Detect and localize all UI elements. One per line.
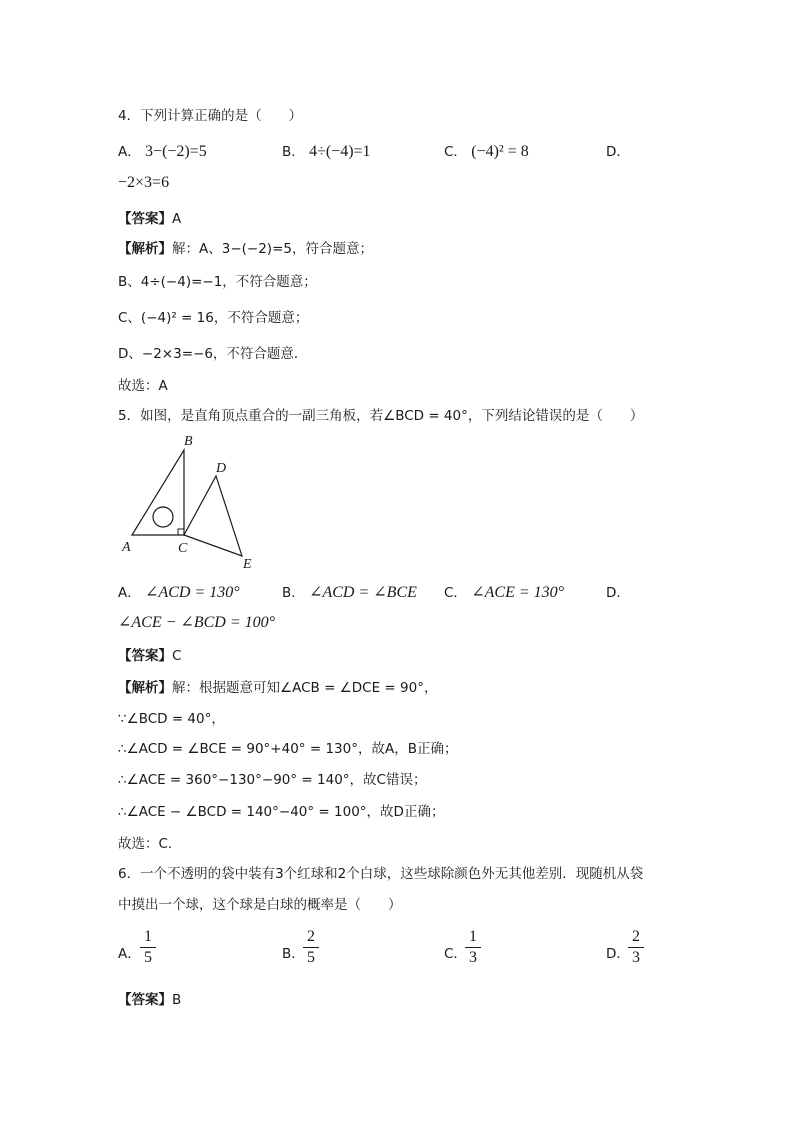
- q6-stem-line-2: 中摸出一个球，这个球是白球的概率是（ ）: [118, 897, 402, 913]
- q5-analysis-5: ∴∠ACE − ∠BCD = 140°−40° = 100°，故D正确；: [118, 804, 445, 820]
- point-c-label: C: [178, 541, 188, 556]
- fraction-bar: [140, 947, 156, 948]
- q5-analysis-3: ∴∠ACD = ∠BCE = 90°+40° = 130°，故A，B正确；: [118, 741, 458, 757]
- option-expression: 4÷(−4)=1: [309, 143, 371, 160]
- analysis-text: 解：A、3−(−2)=5，符合题意；: [172, 241, 373, 257]
- option-label: C．: [444, 144, 467, 160]
- q4-option-d-expression: −2×3=6: [118, 174, 170, 191]
- q6-option-b-fraction: [303, 928, 319, 967]
- numerator: 1: [469, 928, 477, 945]
- option-expression: ∠ACD = ∠BCE: [309, 584, 417, 601]
- analysis-tag: 【解析】: [118, 680, 172, 696]
- denominator: 3: [632, 949, 640, 966]
- q4-option-a: [118, 140, 207, 161]
- q6-option-d-label: D．: [606, 946, 630, 962]
- q4-conclusion: 故选：A: [118, 378, 168, 394]
- triangle-dce: [184, 476, 242, 556]
- fraction-bar: [465, 947, 481, 948]
- triangle-abc: [132, 450, 184, 535]
- triangle-hole-circle: [153, 507, 173, 527]
- analysis-text: 解：根据题意可知∠ACB = ∠DCE = 90°，: [172, 680, 438, 696]
- option-label: C．: [444, 585, 467, 601]
- numerator: 1: [144, 928, 152, 945]
- answer-value: C: [172, 648, 182, 664]
- q6-option-a-fraction: [140, 928, 156, 967]
- option-label: A．: [118, 585, 141, 601]
- q6-option-c-fraction: [465, 928, 481, 967]
- option-label: B．: [282, 585, 305, 601]
- option-expression: 3−(−2)=5: [145, 143, 207, 160]
- q4-analysis-4: D、−2×3=−6，不符合题意．: [118, 346, 308, 362]
- q4-analysis-3: C、(−4)² = 16，不符合题意；: [118, 310, 309, 326]
- numerator: 2: [307, 928, 315, 945]
- q4-analysis-2: B、4÷(−4)=−1，不符合题意；: [118, 274, 317, 290]
- q6-option-c-label: C．: [444, 946, 467, 962]
- q5-answer: [118, 644, 181, 664]
- q4-option-c: [444, 140, 529, 161]
- q5-option-d-expression: ∠ACE − ∠BCD = 100°: [118, 614, 276, 631]
- fraction-bar: [303, 947, 319, 948]
- q5-stem: 5．如图，是直角顶点重合的一副三角板，若∠BCD = 40°，下列结论错误的是（ ）: [118, 408, 644, 424]
- q6-option-d-fraction: [628, 928, 644, 967]
- answer-tag: 【答案】: [118, 992, 172, 1008]
- point-d-label: D: [216, 461, 227, 476]
- q5-option-d-label: D．: [606, 585, 630, 601]
- option-label: B．: [282, 144, 305, 160]
- q6-stem-line-1: 6．一个不透明的袋中装有3个红球和2个白球，这些球除颜色外无其他差别．现随机从袋: [118, 866, 644, 882]
- q5-analysis-2: ∵∠BCD = 40°，: [118, 711, 225, 727]
- denominator: 5: [307, 949, 315, 966]
- point-a-label: A: [122, 540, 131, 555]
- answer-tag: 【答案】: [118, 211, 172, 227]
- fraction-bar: [628, 947, 644, 948]
- q5-option-b: [282, 581, 417, 602]
- point-e-label: E: [243, 557, 252, 572]
- option-expression: (−4)² = 8: [471, 143, 529, 160]
- option-expression: ∠ACD = 130°: [145, 584, 240, 601]
- q5-analysis-1: [118, 676, 437, 696]
- answer-value: B: [172, 992, 182, 1008]
- denominator: 5: [144, 949, 152, 966]
- q5-analysis-4: ∴∠ACE = 360°−130°−90° = 140°，故C错误；: [118, 772, 427, 788]
- option-label: A．: [118, 144, 141, 160]
- analysis-tag: 【解析】: [118, 241, 172, 257]
- q5-conclusion: 故选：C．: [118, 836, 182, 852]
- q5-option-c: [444, 581, 564, 602]
- q6-answer: [118, 988, 181, 1008]
- q4-option-b: [282, 140, 371, 161]
- q5-option-a: [118, 581, 240, 602]
- option-expression: ∠ACE = 130°: [471, 584, 565, 601]
- right-angle-mark: [178, 529, 184, 535]
- q4-stem: 4．下列计算正确的是（ ）: [118, 108, 303, 124]
- answer-tag: 【答案】: [118, 648, 172, 664]
- point-b-label: B: [184, 434, 193, 449]
- triangle-figure: [118, 428, 278, 573]
- q4-analysis-1: [118, 237, 373, 257]
- numerator: 2: [632, 928, 640, 945]
- denominator: 3: [469, 949, 477, 966]
- q6-option-b-label: B．: [282, 946, 305, 962]
- q4-option-d-label: D．: [606, 144, 630, 160]
- q6-option-a-label: A．: [118, 946, 141, 962]
- answer-value: A: [172, 211, 182, 227]
- q4-answer: [118, 207, 181, 227]
